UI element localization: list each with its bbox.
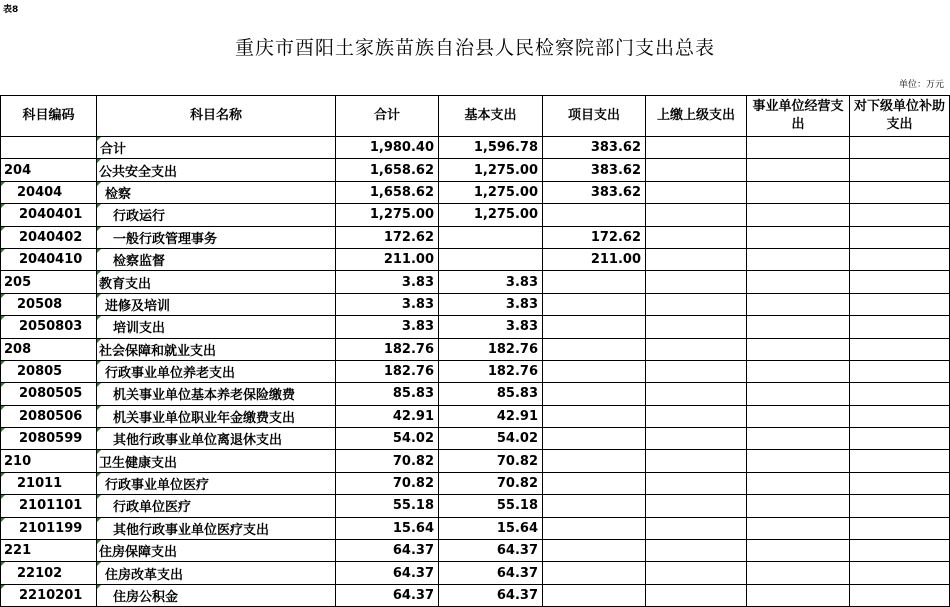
- cell-basic: 182.76: [439, 338, 543, 360]
- cell-subsidy: [850, 472, 950, 494]
- cell-upper: [646, 495, 747, 517]
- cell-subsidy: [850, 226, 950, 248]
- table-header-row: [1, 96, 950, 137]
- cell-subsidy: [850, 405, 950, 427]
- cell-basic: 182.76: [439, 360, 543, 382]
- cell-project: [543, 338, 646, 360]
- table-body: [1, 137, 950, 607]
- cell-code: 20508: [1, 293, 97, 315]
- cell-project: [543, 293, 646, 315]
- cell-upper: [646, 450, 747, 472]
- cell-code: 2080506: [1, 405, 97, 427]
- cell-basic: 3.83: [439, 293, 543, 315]
- cell-upper: [646, 338, 747, 360]
- cell-business: [747, 248, 850, 270]
- cell-business: [747, 405, 850, 427]
- cell-total: 3.83: [336, 293, 439, 315]
- cell-upper: [646, 248, 747, 270]
- cell-business: [747, 204, 850, 226]
- cell-basic: 70.82: [439, 450, 543, 472]
- cell-project: 383.62: [543, 159, 646, 181]
- cell-business: [747, 271, 850, 293]
- cell-total: 70.82: [336, 450, 439, 472]
- header-code: 科目编码: [1, 96, 97, 137]
- cell-total: 1,658.62: [336, 159, 439, 181]
- cell-name: 培训支出: [97, 316, 336, 338]
- cell-project: [543, 428, 646, 450]
- cell-business: [747, 293, 850, 315]
- cell-project: [543, 540, 646, 562]
- cell-upper: [646, 472, 747, 494]
- cell-name: 住房改革支出: [97, 562, 336, 584]
- cell-basic: 1,596.78: [439, 137, 543, 159]
- cell-upper: [646, 137, 747, 159]
- header-basic: 基本支出: [439, 96, 543, 137]
- expenditure-table: [0, 95, 950, 607]
- cell-subsidy: [850, 360, 950, 382]
- cell-business: [747, 360, 850, 382]
- cell-total: 3.83: [336, 316, 439, 338]
- cell-code: 2101199: [1, 517, 97, 539]
- cell-code: 205: [1, 271, 97, 293]
- table-row: [1, 360, 950, 382]
- table-row: [1, 204, 950, 226]
- cell-project: 211.00: [543, 248, 646, 270]
- cell-name: 住房公积金: [97, 584, 336, 606]
- cell-project: [543, 450, 646, 472]
- cell-total: 182.76: [336, 338, 439, 360]
- cell-name: 行政事业单位医疗: [97, 472, 336, 494]
- cell-business: [747, 450, 850, 472]
- cell-name: 行政运行: [97, 204, 336, 226]
- cell-upper: [646, 360, 747, 382]
- cell-code: [1, 137, 97, 159]
- cell-business: [747, 495, 850, 517]
- cell-total: 1,980.40: [336, 137, 439, 159]
- cell-name: 其他行政事业单位医疗支出: [97, 517, 336, 539]
- cell-code: 2080599: [1, 428, 97, 450]
- cell-business: [747, 562, 850, 584]
- cell-basic: 64.37: [439, 540, 543, 562]
- table-row: [1, 428, 950, 450]
- cell-total: 85.83: [336, 383, 439, 405]
- cell-project: [543, 204, 646, 226]
- cell-basic: 15.64: [439, 517, 543, 539]
- cell-project: 383.62: [543, 181, 646, 203]
- cell-total: 1,275.00: [336, 204, 439, 226]
- cell-total: 54.02: [336, 428, 439, 450]
- cell-business: [747, 472, 850, 494]
- table-row: [1, 517, 950, 539]
- cell-project: [543, 472, 646, 494]
- table-row: [1, 405, 950, 427]
- cell-total: 15.64: [336, 517, 439, 539]
- cell-basic: [439, 248, 543, 270]
- cell-name: 教育支出: [97, 271, 336, 293]
- cell-code: 210: [1, 450, 97, 472]
- cell-subsidy: [850, 383, 950, 405]
- table-row: [1, 338, 950, 360]
- cell-business: [747, 159, 850, 181]
- cell-total: 211.00: [336, 248, 439, 270]
- page-title: 重庆市酉阳土家族苗族自治县人民检察院部门支出总表: [234, 37, 715, 59]
- cell-code: 2040401: [1, 204, 97, 226]
- cell-basic: 1,275.00: [439, 159, 543, 181]
- cell-code: 20805: [1, 360, 97, 382]
- header-total: 合计: [336, 96, 439, 137]
- cell-upper: [646, 540, 747, 562]
- table-row: [1, 584, 950, 606]
- cell-subsidy: [850, 137, 950, 159]
- cell-upper: [646, 181, 747, 203]
- cell-project: [543, 584, 646, 606]
- table-number-tag: 表8: [3, 5, 19, 15]
- cell-basic: 54.02: [439, 428, 543, 450]
- cell-name: 一般行政管理事务: [97, 226, 336, 248]
- cell-total: 55.18: [336, 495, 439, 517]
- cell-total: 172.62: [336, 226, 439, 248]
- cell-subsidy: [850, 271, 950, 293]
- cell-subsidy: [850, 338, 950, 360]
- cell-business: [747, 181, 850, 203]
- cell-upper: [646, 293, 747, 315]
- cell-subsidy: [850, 159, 950, 181]
- table-row: [1, 248, 950, 270]
- table-row: [1, 316, 950, 338]
- cell-basic: 1,275.00: [439, 204, 543, 226]
- cell-subsidy: [850, 495, 950, 517]
- table-row: [1, 137, 950, 159]
- cell-project: [543, 271, 646, 293]
- cell-name: 机关事业单位基本养老保险缴费: [97, 383, 336, 405]
- cell-project: [543, 405, 646, 427]
- cell-project: [543, 562, 646, 584]
- table-row: [1, 562, 950, 584]
- cell-basic: 55.18: [439, 495, 543, 517]
- cell-total: 64.37: [336, 584, 439, 606]
- table-row: [1, 159, 950, 181]
- cell-code: 21011: [1, 472, 97, 494]
- cell-name: 公共安全支出: [97, 159, 336, 181]
- cell-subsidy: [850, 450, 950, 472]
- cell-business: [747, 517, 850, 539]
- cell-code: 2050803: [1, 316, 97, 338]
- cell-code: 204: [1, 159, 97, 181]
- cell-project: 172.62: [543, 226, 646, 248]
- cell-code: 2101101: [1, 495, 97, 517]
- cell-upper: [646, 226, 747, 248]
- cell-subsidy: [850, 562, 950, 584]
- cell-subsidy: [850, 181, 950, 203]
- cell-name: 检察监督: [97, 248, 336, 270]
- cell-upper: [646, 204, 747, 226]
- cell-upper: [646, 428, 747, 450]
- cell-code: 22102: [1, 562, 97, 584]
- table-row: [1, 450, 950, 472]
- cell-name: 机关事业单位职业年金缴费支出: [97, 405, 336, 427]
- cell-basic: 3.83: [439, 271, 543, 293]
- header-business: 事业单位经营支出: [747, 96, 850, 137]
- cell-total: 42.91: [336, 405, 439, 427]
- cell-business: [747, 338, 850, 360]
- cell-code: 2040402: [1, 226, 97, 248]
- cell-basic: [439, 226, 543, 248]
- cell-project: [543, 316, 646, 338]
- cell-upper: [646, 517, 747, 539]
- cell-total: 64.37: [336, 540, 439, 562]
- cell-subsidy: [850, 584, 950, 606]
- cell-basic: 1,275.00: [439, 181, 543, 203]
- cell-basic: 64.37: [439, 584, 543, 606]
- cell-upper: [646, 383, 747, 405]
- cell-business: [747, 137, 850, 159]
- cell-business: [747, 584, 850, 606]
- cell-name: 卫生健康支出: [97, 450, 336, 472]
- cell-code: 221: [1, 540, 97, 562]
- cell-code: 2080505: [1, 383, 97, 405]
- table-row: [1, 181, 950, 203]
- cell-name: 检察: [97, 181, 336, 203]
- cell-name: 进修及培训: [97, 293, 336, 315]
- cell-total: 3.83: [336, 271, 439, 293]
- cell-subsidy: [850, 316, 950, 338]
- cell-basic: 85.83: [439, 383, 543, 405]
- header-project: 项目支出: [543, 96, 646, 137]
- unit-label: 单位：万元: [898, 80, 944, 90]
- cell-basic: 64.37: [439, 562, 543, 584]
- cell-business: [747, 428, 850, 450]
- cell-total: 64.37: [336, 562, 439, 584]
- cell-subsidy: [850, 204, 950, 226]
- cell-name: 其他行政事业单位离退休支出: [97, 428, 336, 450]
- cell-business: [747, 540, 850, 562]
- cell-upper: [646, 584, 747, 606]
- header-subsidy: 对下级单位补助支出: [850, 96, 950, 137]
- cell-subsidy: [850, 517, 950, 539]
- cell-basic: 42.91: [439, 405, 543, 427]
- table-row: [1, 383, 950, 405]
- cell-upper: [646, 271, 747, 293]
- cell-upper: [646, 159, 747, 181]
- cell-code: 2210201: [1, 584, 97, 606]
- cell-total: 70.82: [336, 472, 439, 494]
- cell-business: [747, 383, 850, 405]
- cell-project: [543, 383, 646, 405]
- table-row: [1, 271, 950, 293]
- cell-subsidy: [850, 293, 950, 315]
- cell-upper: [646, 405, 747, 427]
- cell-project: [543, 495, 646, 517]
- cell-upper: [646, 562, 747, 584]
- cell-total: 182.76: [336, 360, 439, 382]
- table-row: [1, 293, 950, 315]
- cell-code: 20404: [1, 181, 97, 203]
- cell-project: 383.62: [543, 137, 646, 159]
- cell-subsidy: [850, 248, 950, 270]
- cell-basic: 70.82: [439, 472, 543, 494]
- cell-name: 住房保障支出: [97, 540, 336, 562]
- table-row: [1, 472, 950, 494]
- header-upper: 上缴上级支出: [646, 96, 747, 137]
- cell-code: 2040410: [1, 248, 97, 270]
- cell-code: 208: [1, 338, 97, 360]
- table-row: [1, 495, 950, 517]
- cell-subsidy: [850, 540, 950, 562]
- cell-name: 行政单位医疗: [97, 495, 336, 517]
- cell-name: 合计: [97, 137, 336, 159]
- table-row: [1, 226, 950, 248]
- cell-total: 1,658.62: [336, 181, 439, 203]
- cell-name: 社会保障和就业支出: [97, 338, 336, 360]
- cell-subsidy: [850, 428, 950, 450]
- cell-name: 行政事业单位养老支出: [97, 360, 336, 382]
- cell-basic: 3.83: [439, 316, 543, 338]
- cell-business: [747, 316, 850, 338]
- cell-upper: [646, 316, 747, 338]
- header-name: 科目名称: [97, 96, 336, 137]
- cell-project: [543, 360, 646, 382]
- table-row: [1, 540, 950, 562]
- cell-project: [543, 517, 646, 539]
- cell-business: [747, 226, 850, 248]
